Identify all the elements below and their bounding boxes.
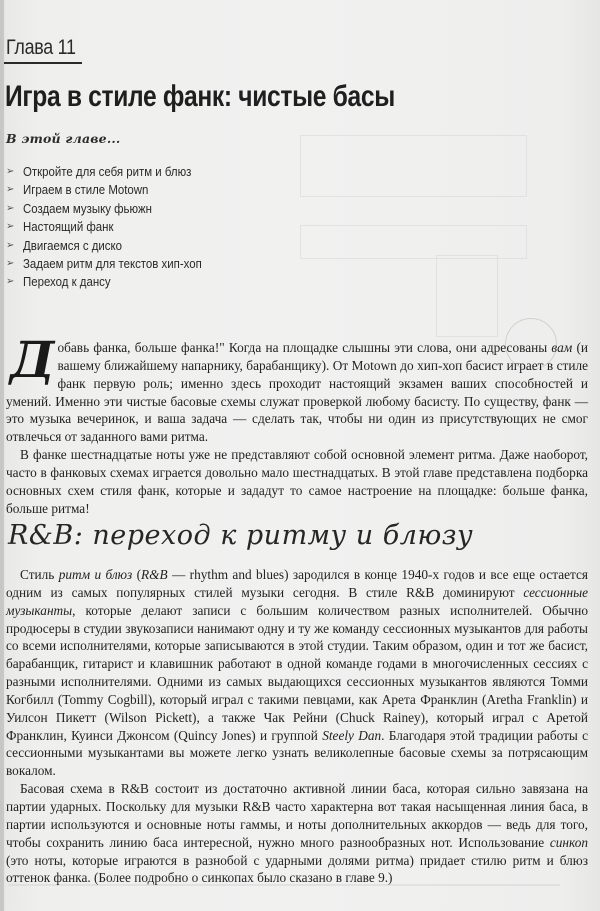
- intro-paragraph: Добавь фанка, больше фанка!" Когда на площадке слышны эти слова, они адресованы вам (и вашему ближайшему напарнику, барабанщику). От Motown до хип-хоп басист играет в стиле фанк первую роль; именно здесь проходит настоящий экзамен ваших способностей и умений. Именно эти чистые басовые схемы служат проверкой любому басисту. По существу, фанк — это музыка вечеринок, и ваша задача — сделать так, чтобы ни один из присутствующих не смог отвлечься от заданного вами ритма.: [6, 330, 588, 445]
- bleed-through-figure: [300, 225, 527, 259]
- intro-text: [6, 330, 588, 517]
- list-item: ➢ Играем в стиле Motown: [6, 181, 226, 199]
- arrow-bullet-icon: ➢: [6, 257, 15, 269]
- bleed-through-figure: [300, 135, 527, 197]
- arrow-bullet-icon: ➢: [6, 276, 15, 288]
- bleed-through-figure: [436, 255, 498, 337]
- list-item: ➢ Двигаемся с диско: [6, 237, 226, 255]
- chapter-label: Глава 11: [6, 36, 76, 59]
- list-item: ➢ Откройте для себя ритм и блюз: [6, 163, 226, 181]
- chapter-title: Игра в стиле фанк: чистые басы: [5, 80, 395, 113]
- arrow-bullet-icon: ➢: [6, 184, 15, 196]
- section-paragraph: Стиль ритм и блюз (R&B — rhythm and blues) зародился в конце 1940-х годов и все еще остается одним из самых популярных стилей музыки сегодня. В стиле R&B доминируют сессионные музыканты, которые делают записи с большим количеством разных исполнителей. Обычно продюсеры в студии звукозаписи нанимают одну и ту же команду сессионных музыкантов для работы со всеми исполнителями, которые записываются в этой студии. Таким образом, один и тот же басист, барабанщик, гитарист и клавишник работают в одной команде годами в многочисленных сессиях с разными исполнителями. Одними из самых выдающихся сессионных музыкантов являются Томми Когбилл (Tommy Cogbill), который играл с такими певцами, как Арета Франклин (Aretha Franklin) и Уилсон Пикетт (Wilson Pickett), а также Чак Рейни (Chuck Rainey), который играл с Аретой Франклин, Куинси Джонсом (Quincy Jones) и группой Steely Dan. Благодаря этой традиции работы с сессионными музыкантами вы можете легко узнать великолепные басовые схемы за потрясающим вокалом.: [6, 567, 589, 779]
- arrow-bullet-icon: ➢: [6, 202, 15, 214]
- list-item: ➢ Настоящий фанк: [6, 218, 226, 236]
- section-paragraph: Басовая схема в R&B состоит из достаточно активной линии баса, которая сильно завязана на партии ударных. Поскольку для музыки R&B часто характерна вот такая насыщенная линия баса, в партии используются и основные ноты гаммы, и ноты дополнительных аккордов — ведь для того, чтобы сохранить линию баса интересной, нужно много разнообразных нот. Использование синкоп (это ноты, которые играются в разнобой с ударными долями ритма) придает стилю ритм и блюз оттенок фанка. (Более подробно о синкопах было сказано в главе 9.): [6, 781, 588, 886]
- drop-cap: Д: [10, 330, 55, 389]
- page-spine-shadow: [0, 0, 4, 911]
- list-item: ➢ Задаем ритм для текстов хип-хоп: [6, 255, 226, 273]
- in-this-chapter-heading: В этой главе...: [6, 131, 121, 146]
- section-heading: R&B: переход к ритму и блюзу: [8, 520, 474, 551]
- chapter-underline: [4, 62, 82, 64]
- section-text: [6, 566, 588, 887]
- arrow-bullet-icon: ➢: [6, 239, 15, 251]
- list-item: ➢ Создаем музыку фьюжн: [6, 200, 226, 218]
- arrow-bullet-icon: ➢: [6, 166, 15, 177]
- arrow-bullet-icon: ➢: [6, 221, 15, 233]
- list-item: ➢ Переход к дансу: [6, 273, 226, 291]
- intro-paragraph: В фанке шестнадцатые ноты уже не представляют собой основной элемент ритма. Даже наоборот, часто в фанковых схемах играется довольно мало шестнадцатых. В этой главе представлена подборка основных схем стиля фанк, которые и зададут то самое настроение на площадке: больше фанка, больше ритма!: [6, 447, 588, 516]
- chapter-contents-list: [6, 163, 226, 292]
